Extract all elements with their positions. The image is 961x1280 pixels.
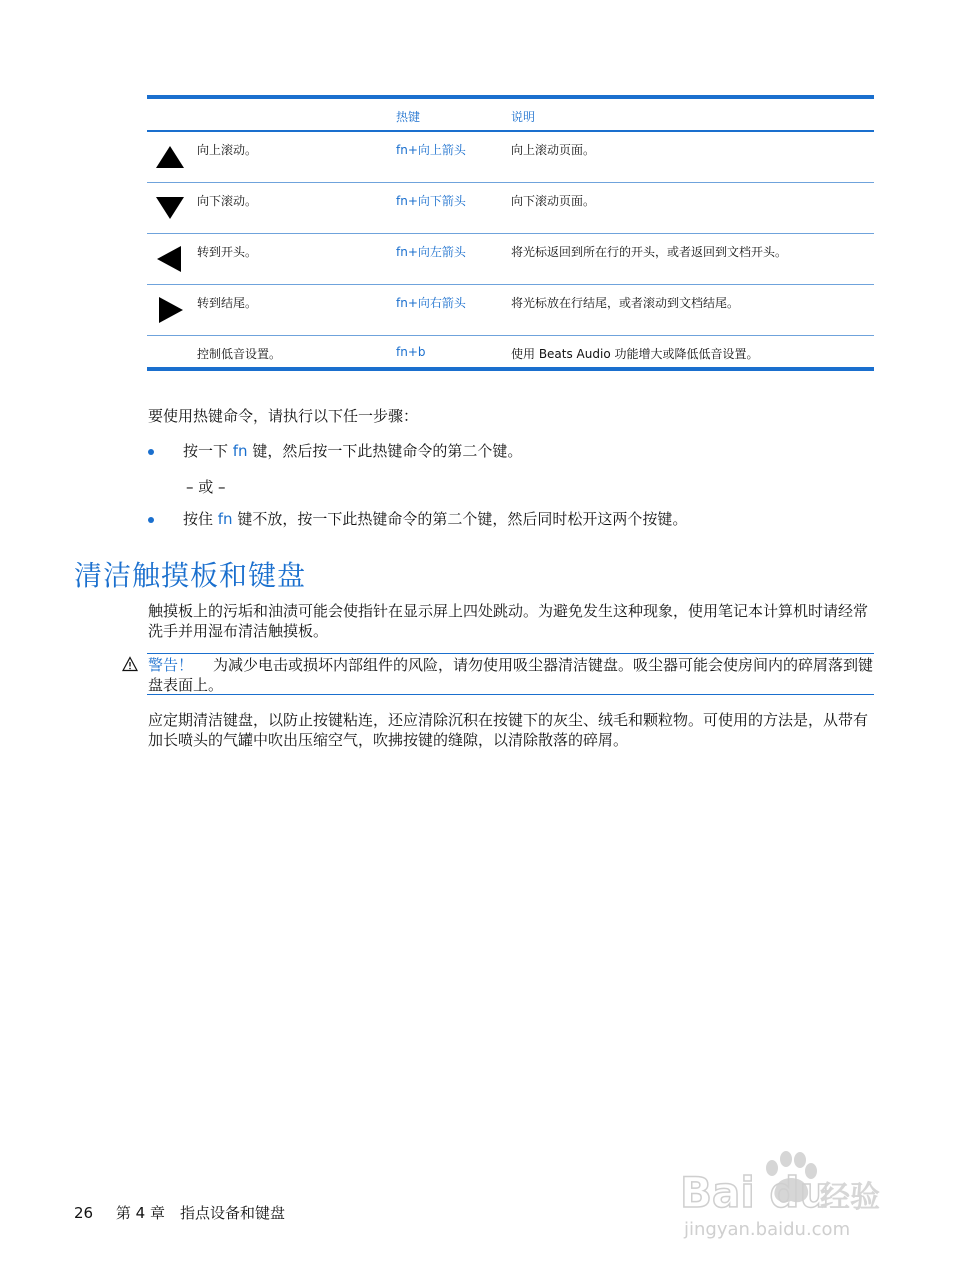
row-description: 将光标放在行结尾，或者滚动到文档结尾。 [511, 296, 740, 310]
warning-text: 警告！ 为减少电击或损坏内部组件的风险，请勿使用吸尘器清洁键盘。吸尘器可能会使房间内的碎屑落到键盘表面上。 [148, 656, 874, 694]
hotkey-table [147, 95, 874, 371]
section-paragraph-2: 应定期清洁键盘，以防止按键粘连，还应清除沉积在按键下的灰尘、绒毛和颗粒物。可使用的方法是，从带有加长喷头的气罐中吹出压缩空气，吹拂按键的缝隙，以清除散落的碎屑。 [148, 711, 869, 749]
row-name: 转到结尾。 [197, 296, 258, 310]
fn-key: fn [217, 510, 233, 528]
row-name: 控制低音设置。 [197, 347, 282, 361]
table-row [147, 132, 874, 183]
section-paragraph-1: 触摸板上的污垢和油渍可能会使指针在显示屏上四处跳动。为避免发生这种现象，使用笔记本计算机时请经常洗手并用湿布清洁触摸板。 [148, 602, 869, 640]
row-description: 使用 Beats Audio 功能增大或降低低音设置。 [511, 347, 759, 361]
row-hotkey: fn+向上箭头 [396, 143, 466, 157]
row-name: 向上滚动。 [197, 143, 258, 157]
section-title: 清洁触摸板和键盘 [74, 559, 307, 592]
table-row [147, 285, 874, 336]
row-name: 转到开头。 [197, 245, 258, 259]
row-hotkey: fn+向左箭头 [396, 245, 466, 259]
header-hotkey: 热键 [396, 110, 421, 124]
row-name: 向下滚动。 [197, 194, 258, 208]
bullet-text: 按一下 fn 键，然后按一下此热键命令的第二个键。 [183, 442, 523, 460]
baidu-watermark-logo [680, 1135, 910, 1245]
bullet-dot [148, 449, 154, 455]
row-hotkey: fn+向下箭头 [396, 194, 466, 208]
table-row [147, 336, 874, 367]
warning-icon [122, 656, 138, 672]
row-hotkey: fn+b [396, 345, 426, 359]
triangle-right-icon [153, 295, 187, 325]
table-header [147, 99, 874, 132]
or-separator: – 或 – [186, 478, 226, 496]
bullet-text: 按住 fn 键不放，按一下此热键命令的第二个键，然后同时松开这两个按键。 [183, 510, 688, 528]
row-description: 向上滚动页面。 [511, 143, 596, 157]
table-row [147, 183, 874, 234]
chapter-title: 第 4 章 指点设备和键盘 [115, 1204, 285, 1222]
triangle-down-icon [153, 193, 187, 223]
watermark-text-cn: 经验 [820, 1180, 880, 1215]
row-hotkey: fn+向右箭头 [396, 296, 466, 310]
page-footer [74, 1202, 285, 1223]
fn-key: fn [232, 442, 248, 460]
watermark-text: Bai du [680, 1168, 830, 1217]
instructions-intro: 要使用热键命令，请执行以下任一步骤： [148, 407, 419, 425]
warning-label: 警告！ [148, 656, 194, 674]
row-description: 将光标返回到所在行的开头，或者返回到文档开头。 [511, 245, 788, 259]
triangle-up-icon [153, 142, 187, 172]
header-description: 说明 [511, 110, 536, 124]
triangle-left-icon [153, 244, 187, 274]
page-number: 26 [74, 1204, 94, 1222]
watermark-url: jingyan.baidu.com [684, 1219, 851, 1240]
row-description: 向下滚动页面。 [511, 194, 596, 208]
bullet-dot [148, 517, 154, 523]
table-row [147, 234, 874, 285]
